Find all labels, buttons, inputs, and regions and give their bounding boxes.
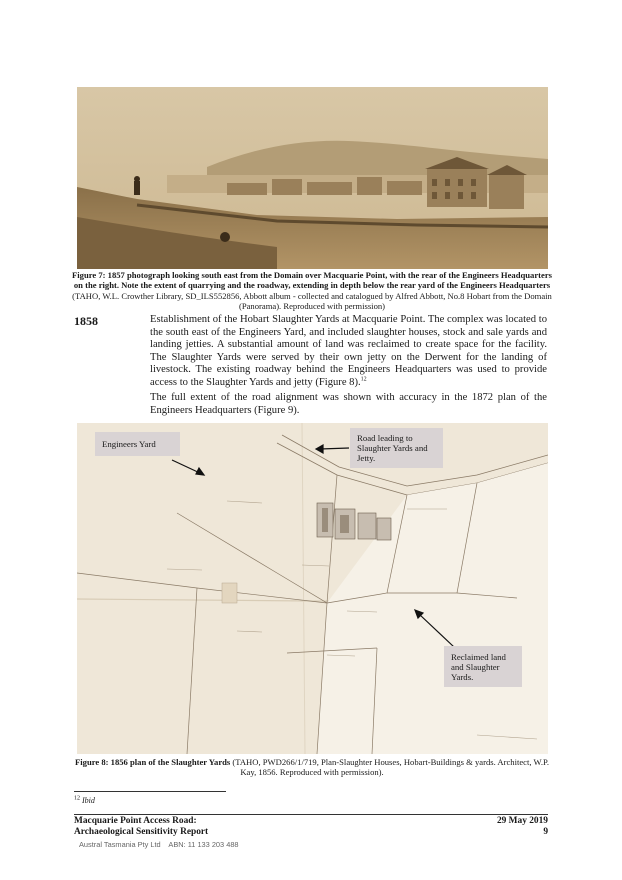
footnote-reference[interactable]: 12 (360, 376, 367, 383)
footer-date: 29 May 2019 (496, 816, 548, 826)
company-text: Austral Tasmania Pty Ltd ABN: 11 133 203 488 (79, 840, 239, 849)
footer-divider (74, 814, 548, 815)
page-number: 9 (543, 827, 548, 837)
entry-paragraph-2: The full extent of the road alignment was shown with accuracy in the 1872 plan of the Engineers Headquarters (Figure 9). (150, 392, 547, 416)
figure-7-caption-bold: Figure 7: 1857 photograph looking south east from the Domain over Macquarie Point, with the rear of the Engineers Headquarters on the right. Note the extent of quarrying and the roadway, extending in depth below the rear yard of the Engineers Headquarters (72, 270, 552, 291)
label-road-leading: Road leading to Slaughter Yards and Jetty. (350, 428, 443, 468)
figure-7-caption-source: (TAHO, W.L. Crowther Library, SD_ILS552856, Abbott album - collected and catalogued by Alfred Abbott, No.8 Hobart from the Domain (Panorama). Reproduced with permission) (72, 290, 552, 312)
figure-8-caption-source: (TAHO, PWD266/1/719, Plan-Slaughter Houses, Hobart-Buildings & yards. Architect, W.P. Kay, 1856. Reproduced with permission). (230, 757, 549, 778)
figure-8-plan (77, 423, 548, 754)
footer-title-line-1: Macquarie Point Access Road: (74, 816, 197, 826)
figure-7-caption (72, 270, 552, 312)
figure-7-photograph (77, 87, 548, 269)
footer-date-page (497, 816, 548, 838)
label-reclaimed-land: Reclaimed land and Slaughter Yards. (444, 646, 522, 687)
company-info (79, 840, 239, 849)
entry-paragraph-1 (150, 314, 547, 390)
entry-year: 1858 (74, 314, 98, 328)
footnote-text: Ibid (82, 796, 95, 805)
footnote (74, 796, 95, 805)
footnote-number: 12 (74, 795, 80, 802)
footer-title-line-2: Archaeological Sensitivity Report (74, 827, 209, 837)
label-engineers-yard: Engineers Yard (95, 432, 180, 456)
figure-8-caption (72, 757, 552, 778)
footnote-divider (74, 791, 226, 792)
figure-8-caption-bold: Figure 8: 1856 plan of the Slaughter Yards (75, 757, 231, 767)
footer-report-title (74, 816, 208, 838)
paragraph-1-text: Establishment of the Hobart Slaughter Yards at Macquarie Point. The complex was located to the south east of the Engineers Yard, and included slaughter houses, stock and sale yards and landing jetties. A substantial amount of land was reclaimed to create space for the facility. The Slaughter Yards were served by their own jetty on the Derwent for the landing of livestock. The existing roadway behind the Engineers Headquarters was used to provide access to the Slaughter Yards and jetty (Figure 8). (150, 314, 547, 388)
